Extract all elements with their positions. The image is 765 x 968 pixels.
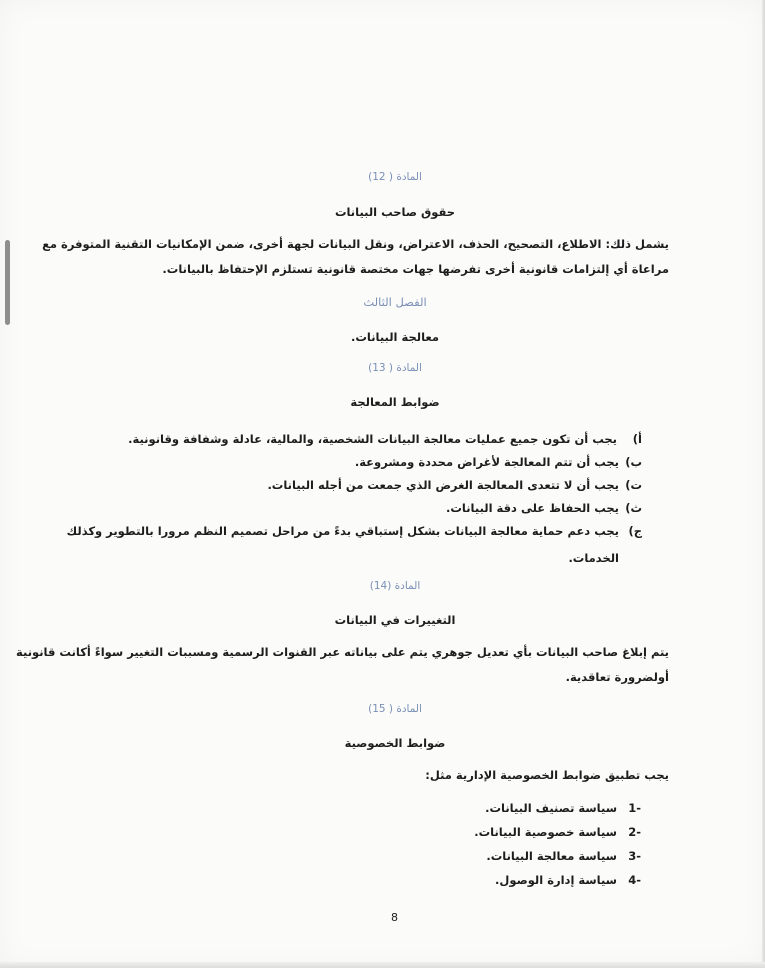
article-12-heading: حقوق صاحب البيانات <box>334 205 456 219</box>
list-item-marker: ت) <box>625 478 642 492</box>
article-15-title: المادة ( 15) <box>368 703 422 715</box>
article-14-paragraph-line2: أولضرورة تعاقدية. <box>565 670 669 684</box>
list-item: سياسة خصوصية البيانات. <box>474 825 617 839</box>
list-item-continuation: الخدمات. <box>568 551 619 565</box>
list-item-marker: ب) <box>625 455 642 469</box>
list-item: يجب أن تتم المعالجة لأغراض محددة ومشروعة. <box>354 455 619 469</box>
scrollbar[interactable] <box>5 240 10 325</box>
list-item-marker: -4 <box>628 873 641 887</box>
article-12-paragraph-line1: يشمل ذلك: الاطلاع، التصحيح، الحذف، الاعتراض، ونقل البيانات لجهة أخرى، ضمن الإمكانيات التقنية المتوفرة مع <box>42 237 669 251</box>
chapter-3-title: الفصل الثالث <box>363 295 427 309</box>
list-item-marker: -3 <box>628 849 641 863</box>
list-item: يجب الحفاظ على دقة البيانات. <box>446 501 619 515</box>
list-item: سياسة إدارة الوصول. <box>495 873 617 887</box>
article-13-title: المادة ( 13) <box>368 362 422 374</box>
article-13-heading: ضوابط المعالجة <box>350 395 440 409</box>
list-item: يجب أن تكون جميع عمليات معالجة البيانات الشخصية، والمالية، عادلة وشفافة وقانونية. <box>128 432 617 446</box>
list-item: سياسة معالجة البيانات. <box>486 849 617 863</box>
list-item: سياسة تصنيف البيانات. <box>485 801 617 815</box>
article-12-title: المادة ( 12) <box>368 171 422 183</box>
article-15-heading: ضوابط الخصوصية <box>344 736 446 750</box>
page-edge-bottom <box>0 962 765 968</box>
page-number: 8 <box>391 911 398 924</box>
list-item-marker: -2 <box>628 825 641 839</box>
article-12-paragraph-line2: مراعاة أي إلتزامات قانونية أخرى تفرضها جهات مختصة قانونية تستلزم الإحتفاظ بالبيانات. <box>162 262 669 276</box>
article-14-title: المادة (14) <box>369 580 421 592</box>
list-item-marker: ج) <box>628 524 642 538</box>
list-item: يجب أن لا تتعدى المعالجة الغرض الذي جمعت من أجله البيانات. <box>267 478 619 492</box>
list-item-marker: أ) <box>632 432 642 446</box>
list-item-marker: -1 <box>628 801 641 815</box>
article-14-paragraph-line1: يتم إبلاغ صاحب البيانات بأي تعديل جوهري يتم على بياناته عبر القنوات الرسمية ومسببات التغيير سواءً أكانت قانونية <box>16 645 669 659</box>
list-item: يجب دعم حماية معالجة البيانات بشكل إستباقي بدءً من مراحل تصميم النظم مرورا بالتطوير وكذلك <box>66 524 619 538</box>
article-15-intro: يجب تطبيق ضوابط الخصوصية الإدارية مثل: <box>425 768 669 782</box>
list-item-marker: ث) <box>625 501 642 515</box>
chapter-3-heading: معالجة البيانات. <box>350 330 440 344</box>
article-14-heading: التغييرات في البيانات <box>334 613 456 627</box>
